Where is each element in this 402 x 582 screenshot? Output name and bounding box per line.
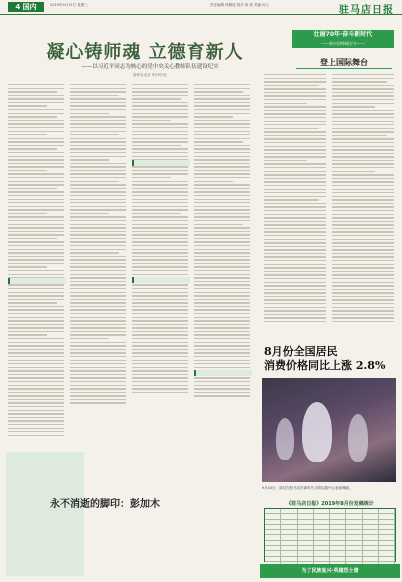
photo-caption: 9月10日，演员在驻马店市新时代文明实践中心表演舞蹈。 (262, 486, 353, 490)
lead-subhead: ——以习近平同志为核心的党中央关心教师队伍建设纪实 (81, 64, 219, 70)
right-story-title: 登上国际舞台 (320, 57, 368, 67)
masthead-logo: 驻马店日报 (339, 5, 394, 16)
page-header (0, 0, 402, 15)
cpi-headline-line2: 消费价格同比上涨 2.8% (264, 359, 386, 372)
issue-date: 2019年9月11日 星期三 (50, 3, 88, 7)
report-table (264, 508, 396, 562)
anniversary-banner (292, 30, 394, 48)
text-column (332, 74, 394, 324)
dancer-figure (276, 418, 294, 460)
section-subhead-bar (8, 278, 66, 284)
memory-headline: 永不消逝的脚印：彭加木 (50, 499, 160, 510)
report-table-title: 《驻马店日报》2019年8月份发稿统计 (286, 501, 374, 507)
text-column (132, 84, 188, 395)
text-column (264, 74, 326, 324)
section-subhead-bar (194, 370, 252, 376)
text-column (70, 84, 126, 406)
divider (296, 68, 392, 69)
lead-byline: 新华社北京 9月9日电 (133, 73, 167, 77)
editor-credits: 责任编辑 徐佩瑶 校对 杨 波 美编 何士 (210, 3, 270, 7)
bottom-banner: 为了民族复兴·英雄烈士谱 (260, 564, 400, 578)
dancer-figure (348, 414, 368, 462)
dancer-figure (302, 402, 332, 462)
sidebar-box (6, 452, 84, 576)
dance-photo (262, 378, 396, 482)
section-subhead-bar (132, 160, 190, 166)
section-subhead-bar (132, 277, 190, 283)
text-column (194, 84, 250, 399)
text-column (8, 84, 64, 438)
anniversary-banner-title: 壮丽70年·奋斗新时代 (313, 31, 373, 38)
anniversary-banner-subtitle: ——新中国峥嵘岁月—— (321, 41, 365, 46)
lead-headline: 凝心铸师魂 立德育新人 (46, 42, 244, 63)
cpi-headline-line1: 8月份全国居民 (264, 345, 338, 358)
section-tag: 4 国内 (8, 2, 44, 12)
